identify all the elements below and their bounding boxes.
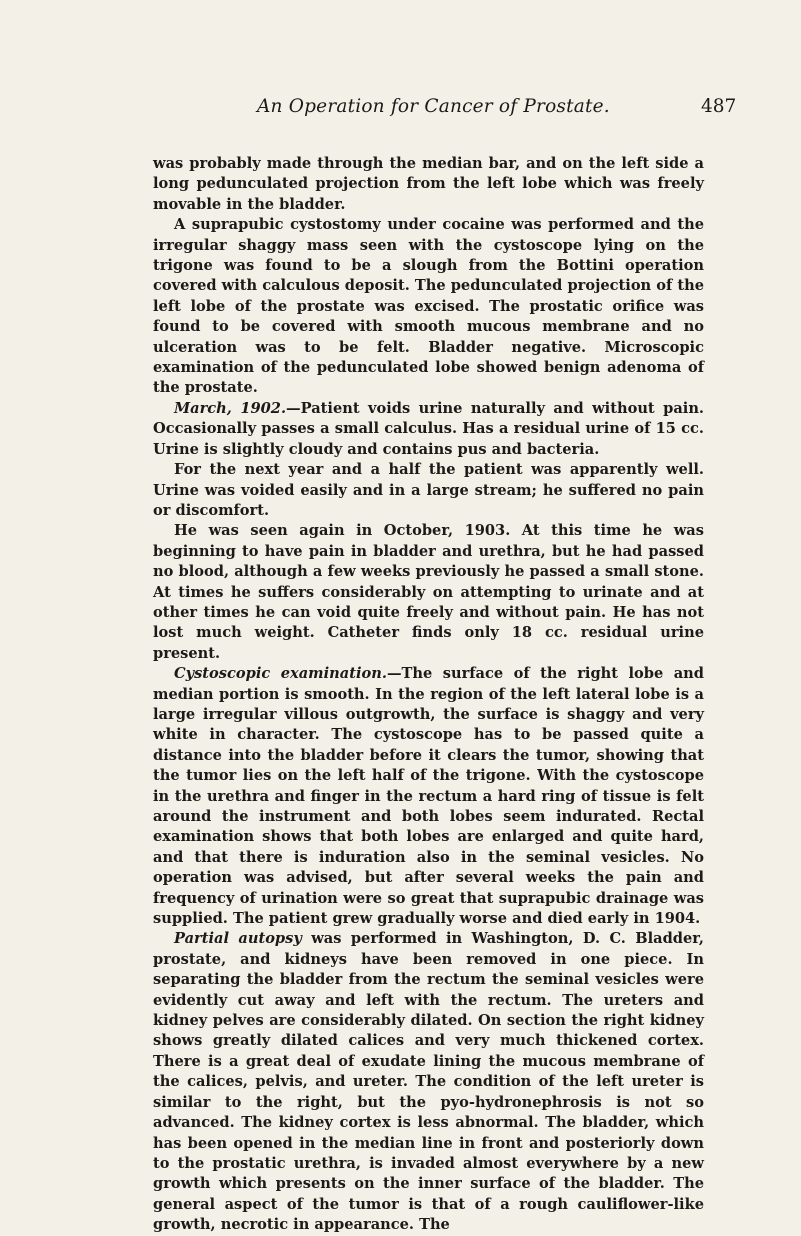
paragraph-lead: Partial autopsy bbox=[174, 930, 302, 948]
paragraph-text: He was seen again in October, 1903. At this time he was beginning to have pain in bladder and urethra, but he had passed no blood, although a few weeks previously he passed a small stone. At times he suffers considerably on attempting to urinate and at other times he can void quite freely and without pain. He has not lost much weight. Catheter finds only 18 cc. residual urine present. bbox=[153, 522, 704, 662]
paragraph-text: A suprapubic cystostomy under cocaine was performed and the irregular shaggy mass seen with the cystoscope lying on the trigone was found to be a slough from the Bottini operation covered with calculous deposit. The pedunculated projection of the left lobe of the prostate was excised. The prostatic orifice was found to be covered with smooth mucous membrane and no ulceration was to be felt. Bladder negative. Microscopic examination of the pedunculated lobe showed benign adenoma of the prostate. bbox=[153, 216, 704, 397]
paragraph-text: For the next year and a half the patient was apparently well. Urine was voided easily and in a large stream; he suffered no pain or discomfort. bbox=[153, 461, 704, 519]
paragraph-text: was performed in Washington, D. C. Bladder, prostate, and kidneys have been removed in one piece. In separating the bladder from the rectum the seminal vesicles were evidently cut away and left with the rectum. The ureters and kidney pelves are considerably dilated. On section the right kidney shows greatly dilated calices and very much thickened cortex. There is a great deal of exudate lining the mucous membrane of the calices, pelvis, and ureter. The condition of the left ureter is similar to the right, but the pyo-hydronephrosis is not so advanced. The kidney cortex is less abnormal. The bladder, which has been opened in the median line in front and posteriorly down to the prostatic urethra, is invaded almost everywhere by a new growth which presents on the inner surface of the bladder. The general aspect of the tumor is that of a rough cauliflower-like growth, necrotic in appearance. The bbox=[153, 930, 704, 1234]
running-title: An Operation for Cancer of Prostate. bbox=[257, 96, 610, 117]
page-header bbox=[0, 96, 801, 122]
paragraph-lead: March, 1902. bbox=[174, 399, 287, 417]
body-text bbox=[153, 154, 704, 1236]
paragraph bbox=[153, 399, 704, 460]
paragraph-text: —Patient voids urine naturally and without pain. Occasionally passes a small calculus. Has a residual urine of 15 cc. Urine is slightly cloudy and contains pus and bacteria. bbox=[153, 399, 705, 458]
paragraph bbox=[153, 664, 704, 929]
paragraph-text: —The surface of the right lobe and median portion is smooth. In the region of the left lateral lobe is a large irregular villous outgrowth, the surface is shaggy and very white in character. The cystoscope has to be passed quite a distance into the bladder before it clears the tumor, showing that the tumor lies on the left half of the trigone. With the cystoscope in the urethra and finger in the rectum a hard ring of tissue is felt around the instrument and both lobes seem indurated. Rectal examination shows that both lobes are enlarged and quite hard, and that there is induration also in the seminal vesicles. No operation was advised, but after several weeks the pain and frequency of urination were so great that suprapubic drainage was supplied. The patient grew gradually worse and died early in 1904. bbox=[153, 665, 704, 928]
paragraph bbox=[153, 154, 704, 215]
paragraph bbox=[153, 460, 704, 521]
paragraph-text: was probably made through the median bar, and on the left side a long pedunculated projection from the left lobe which was freely movable in the bladder. bbox=[153, 155, 704, 213]
page-number: 487 bbox=[701, 96, 737, 117]
paragraph bbox=[153, 929, 704, 1235]
paragraph bbox=[153, 521, 704, 664]
paragraph bbox=[153, 215, 704, 399]
paragraph-lead: Cystoscopic examination. bbox=[174, 665, 387, 683]
